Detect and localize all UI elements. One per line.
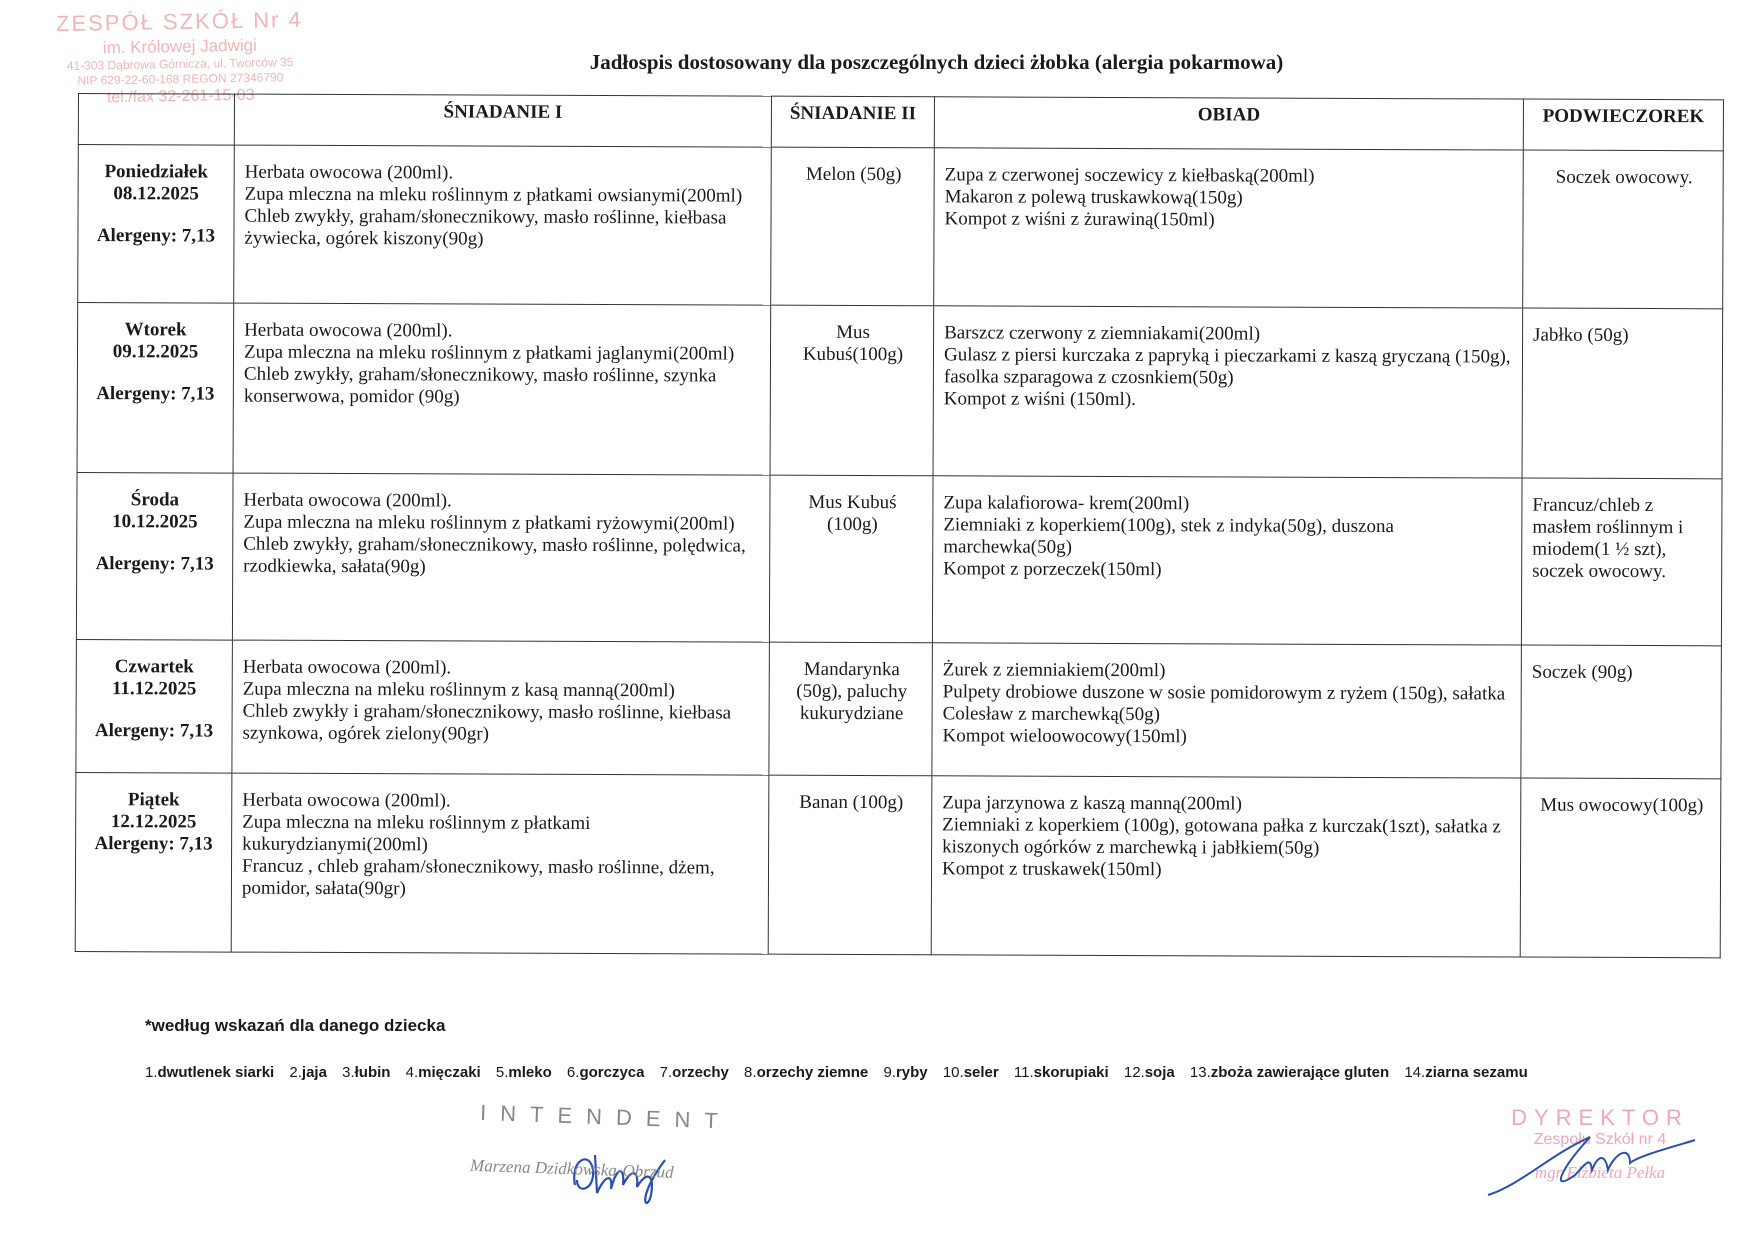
legend-name: skorupiaki [1033, 1064, 1109, 1081]
day-cell [76, 472, 233, 640]
breakfast-2-cell [770, 305, 934, 476]
day-name: Czwartek [114, 656, 194, 678]
menu-item: Makaron z polewą truskawkową(150g) [944, 186, 1243, 209]
legend-name: mleko [508, 1064, 552, 1081]
menu-item: Zupa kalafiorowa- krem(200ml) [943, 492, 1190, 515]
breakfast-1-cell [232, 473, 770, 642]
menu-item: Chleb zwykły i graham/słonecznikowy, masło roślinne, kiełbasa szynkowa, ogórek zielony(90gr) [242, 700, 732, 745]
menu-item: Kompot z wiśni z żurawiną(150ml) [944, 208, 1215, 231]
legend-number: 14. [1404, 1064, 1426, 1081]
allergen-legend [145, 1062, 1585, 1084]
director-signature-image [1480, 1115, 1720, 1210]
legend-item [943, 1064, 999, 1081]
menu-item: Herbata owocowa (200ml). [242, 789, 451, 812]
breakfast-1-cell [234, 145, 772, 305]
menu-item: Zupa jarzynowa z kaszą manną(200ml) [942, 792, 1242, 815]
day-name: Piątek [127, 789, 180, 811]
legend-item [289, 1064, 327, 1081]
legend-number: 10. [942, 1064, 964, 1081]
table-row [75, 772, 1721, 957]
day-date: 10.12.2025 [112, 511, 198, 533]
menu-item: Zupa mleczna na mleku roślinnym z płatkami kukurydzianymi(200ml) [242, 811, 591, 856]
legend-number: 9. [883, 1064, 896, 1081]
menu-body [75, 145, 1723, 958]
day-allergens: Alergeny: 7,13 [95, 553, 214, 575]
legend-item [1190, 1064, 1389, 1081]
header-breakfast-1: ŚNIADANIE I [234, 94, 771, 147]
legend-number: 1. [145, 1064, 158, 1081]
intendent-name: Marzena Dzidkowska-Obrzud [469, 1155, 674, 1182]
director-label: DYREKTOR [1511, 1105, 1689, 1130]
intendent-signature-block [469, 1099, 770, 1210]
legend-number: 2. [289, 1064, 302, 1081]
legend-item [744, 1064, 868, 1081]
breakfast-2-cell [771, 147, 935, 306]
header-snack: PODWIECZOREK [1523, 99, 1723, 151]
menu-item: Francuz , chleb graham/słonecznikowy, masło roślinne, dżem, pomidor, sałata(90gr) [241, 855, 715, 900]
table-row [78, 145, 1724, 309]
legend-name: ziarna sezamu [1425, 1064, 1528, 1081]
menu-item: Zupa mleczna na mleku roślinnym z płatkami owsianymi(200ml) [244, 183, 743, 207]
menu-item: Soczek owocowy. [1555, 166, 1693, 189]
day-name: Środa [130, 489, 180, 511]
menu-item: Gulasz z piersi kurczaka z papryką i pieczarkami z kaszą gryczaną (150g), fasolka szparagowa z czosnkiem(50g) [943, 344, 1511, 389]
legend-item [1014, 1064, 1109, 1081]
day-date: 08.12.2025 [113, 183, 199, 205]
snack-cell [1523, 150, 1724, 309]
legend-item [145, 1064, 274, 1081]
breakfast-1-cell [233, 303, 771, 475]
menu-table [75, 93, 1724, 958]
day-date: 09.12.2025 [112, 341, 199, 363]
menu-item: Kompot wieloowocowy(150ml) [942, 725, 1187, 748]
table-row [76, 472, 1722, 645]
menu-item: Kompot z truskawek(150ml) [941, 858, 1162, 881]
legend-number: 6. [566, 1064, 580, 1081]
legend-name: gorczyca [579, 1064, 645, 1081]
day-spacer [81, 533, 228, 554]
legend-number: 11. [1013, 1064, 1034, 1081]
legend-name: orzechy ziemne [756, 1064, 869, 1081]
day-cell [75, 772, 232, 952]
legend-name: ryby [895, 1064, 928, 1081]
director-name: mgr Elżbieta Pełka [1534, 1163, 1666, 1182]
day-spacer [81, 700, 228, 721]
snack-cell [1522, 308, 1723, 479]
legend-item [567, 1064, 645, 1081]
menu-item: Herbata owocowa (200ml). [244, 161, 454, 184]
table-row [77, 303, 1723, 479]
lunch-cell [932, 476, 1522, 645]
menu-item: Banan (100g) [799, 791, 904, 814]
menu-item: Mandarynka [803, 658, 900, 681]
day-cell [77, 303, 234, 474]
day-name: Poniedziałek [104, 161, 208, 183]
legend-item [883, 1064, 927, 1081]
intendent-label: INTENDENT [479, 1099, 733, 1134]
header-breakfast-2: ŚNIADANIE II [771, 96, 934, 148]
breakfast-1-cell [231, 773, 769, 954]
day-allergens: Alergeny: 7,13 [96, 383, 215, 405]
table-header-row [78, 94, 1723, 151]
menu-item: Zupa z czerwonej soczewicy z kiełbaską(200ml) [944, 164, 1315, 187]
director-signature-block [1480, 1105, 1720, 1210]
stamp-line-5: tel./fax 32-261-15-03 [106, 86, 255, 107]
legend-item [1404, 1064, 1527, 1081]
legend-name: dwutlenek siarki [157, 1064, 275, 1081]
footnote: *według wskazań dla danego dziecka [145, 1016, 446, 1035]
legend-name: łubin [354, 1064, 391, 1081]
menu-item: Mus owocowy(100g) [1540, 794, 1704, 817]
menu-item: Mus [836, 321, 871, 344]
legend-number: 12. [1123, 1064, 1145, 1081]
legend-number: 5. [495, 1064, 509, 1081]
legend-item [1124, 1064, 1175, 1081]
menu-item: Jabłko (50g) [1533, 324, 1629, 346]
menu-item: (100g) [826, 513, 878, 536]
legend-name: soja [1144, 1064, 1175, 1081]
menu-item: Francuz/chleb z masłem roślinnym i miodem(1 ½ szt), soczek owocowy. [1532, 494, 1684, 583]
legend-number: 8. [744, 1064, 757, 1081]
document-title: Jadłospis dostosowany dla poszczególnych dzieci żłobka (alergia pokarmowa) [589, 50, 1284, 74]
legend-name: seler [963, 1064, 999, 1081]
menu-item: Chleb zwykły, graham/słonecznikowy, masło roślinne, polędwica, rzodkiewka, sałata(90g) [243, 533, 746, 578]
menu-item: Soczek (90g) [1531, 661, 1633, 683]
day-allergens: Alergeny: 7,13 [96, 225, 216, 247]
breakfast-1-cell [232, 640, 770, 775]
menu-item: Żurek z ziemniakiem(200ml) [942, 659, 1166, 682]
day-name: Wtorek [124, 319, 187, 341]
table-row [76, 639, 1721, 778]
lunch-cell [934, 148, 1524, 308]
menu-item: Kompot z wiśni (150ml). [943, 388, 1136, 411]
legend-item [496, 1064, 552, 1081]
legend-item [406, 1064, 481, 1081]
snack-cell [1521, 645, 1722, 779]
menu-item: Chleb zwykły, graham/słonecznikowy, masło roślinne, szynka konserwowa, pomidor (90g) [243, 363, 717, 408]
snack-cell [1520, 778, 1721, 958]
menu-item: Herbata owocowa (200ml). [244, 319, 453, 342]
menu-item: kukurydziane [799, 702, 904, 725]
menu-item: Zupa mleczna na mleku roślinnym z kasą manną(200ml) [242, 678, 675, 702]
day-allergens: Alergeny: 7,13 [94, 833, 213, 855]
legend-name: mięczaki [418, 1064, 481, 1081]
menu-item: Kubuś(100g) [802, 343, 904, 366]
menu-item: (50g), paluchy [796, 680, 908, 703]
header-day [78, 94, 234, 146]
menu-item: Zupa mleczna na mleku roślinnym z płatkami ryżowymi(200ml) [243, 511, 735, 535]
menu-item: Kompot z porzeczek(150ml) [943, 558, 1162, 581]
menu-item: Barszcz czerwony z ziemniakami(200ml) [944, 322, 1261, 345]
menu-item: Ziemniaki z koperkiem (100g), gotowana pałka z kurczak(1szt), sałatka z kiszonych ogórków z marchewką i jabłkiem(50g) [942, 814, 1501, 859]
legend-name: orzechy [672, 1064, 729, 1081]
menu-item: Zupa mleczna na mleku roślinnym z płatkami jaglanymi(200ml) [243, 341, 735, 365]
legend-name: zboża zawierające gluten [1210, 1064, 1390, 1081]
day-date: 12.12.2025 [110, 811, 197, 833]
header-lunch: OBIAD [934, 97, 1523, 150]
menu-item: Herbata owocowa (200ml). [242, 656, 452, 679]
day-cell [78, 145, 235, 304]
stamp-line-3: 41-303 Dąbrowa Górnicza, ul. Tworców 35 [66, 54, 294, 73]
day-spacer [82, 363, 229, 384]
breakfast-2-cell [768, 775, 932, 955]
menu-item: Ziemniaki z koperkiem(100g), stek z indyka(50g), duszona marchewka(50g) [943, 514, 1394, 558]
day-cell [76, 639, 233, 773]
breakfast-2-cell [769, 475, 933, 643]
day-spacer [82, 205, 229, 226]
menu-item: Pulpety drobiowe duszone w sosie pomidorowym z ryżem (150g), sałatka Colesław z marchewką(50g) [942, 681, 1506, 726]
menu-item: Chleb zwykły, graham/słonecznikowy, masło roślinne, kiełbasa żywiecka, ogórek kiszony(90g) [244, 205, 727, 250]
menu-item: Melon (50g) [805, 163, 902, 186]
lunch-cell [932, 643, 1522, 778]
legend-number: 7. [659, 1064, 673, 1081]
breakfast-2-cell [769, 642, 933, 776]
menu-item: Herbata owocowa (200ml). [243, 489, 452, 512]
lunch-cell [933, 306, 1523, 478]
legend-item [660, 1064, 729, 1081]
legend-item [342, 1064, 390, 1081]
menu-item: Mus Kubuś [808, 491, 897, 514]
legend-number: 13. [1189, 1064, 1211, 1081]
day-date: 11.12.2025 [111, 678, 197, 700]
stamp-line-1: ZESPÓŁ SZKÓŁ Nr 4 [55, 6, 303, 37]
lunch-cell [931, 776, 1521, 957]
day-allergens: Alergeny: 7,13 [94, 720, 214, 742]
legend-number: 4. [405, 1064, 419, 1081]
stamp-line-4: NIP 629-22-60-168 REGON 27346790 [77, 69, 284, 88]
snack-cell [1521, 478, 1722, 646]
legend-number: 3. [342, 1064, 355, 1081]
legend-name: jaja [301, 1064, 327, 1081]
stamp-line-2: im. Królowej Jadwigi [102, 35, 257, 57]
director-subtitle: Zespołu Szkół nr 4 [1533, 1131, 1667, 1148]
